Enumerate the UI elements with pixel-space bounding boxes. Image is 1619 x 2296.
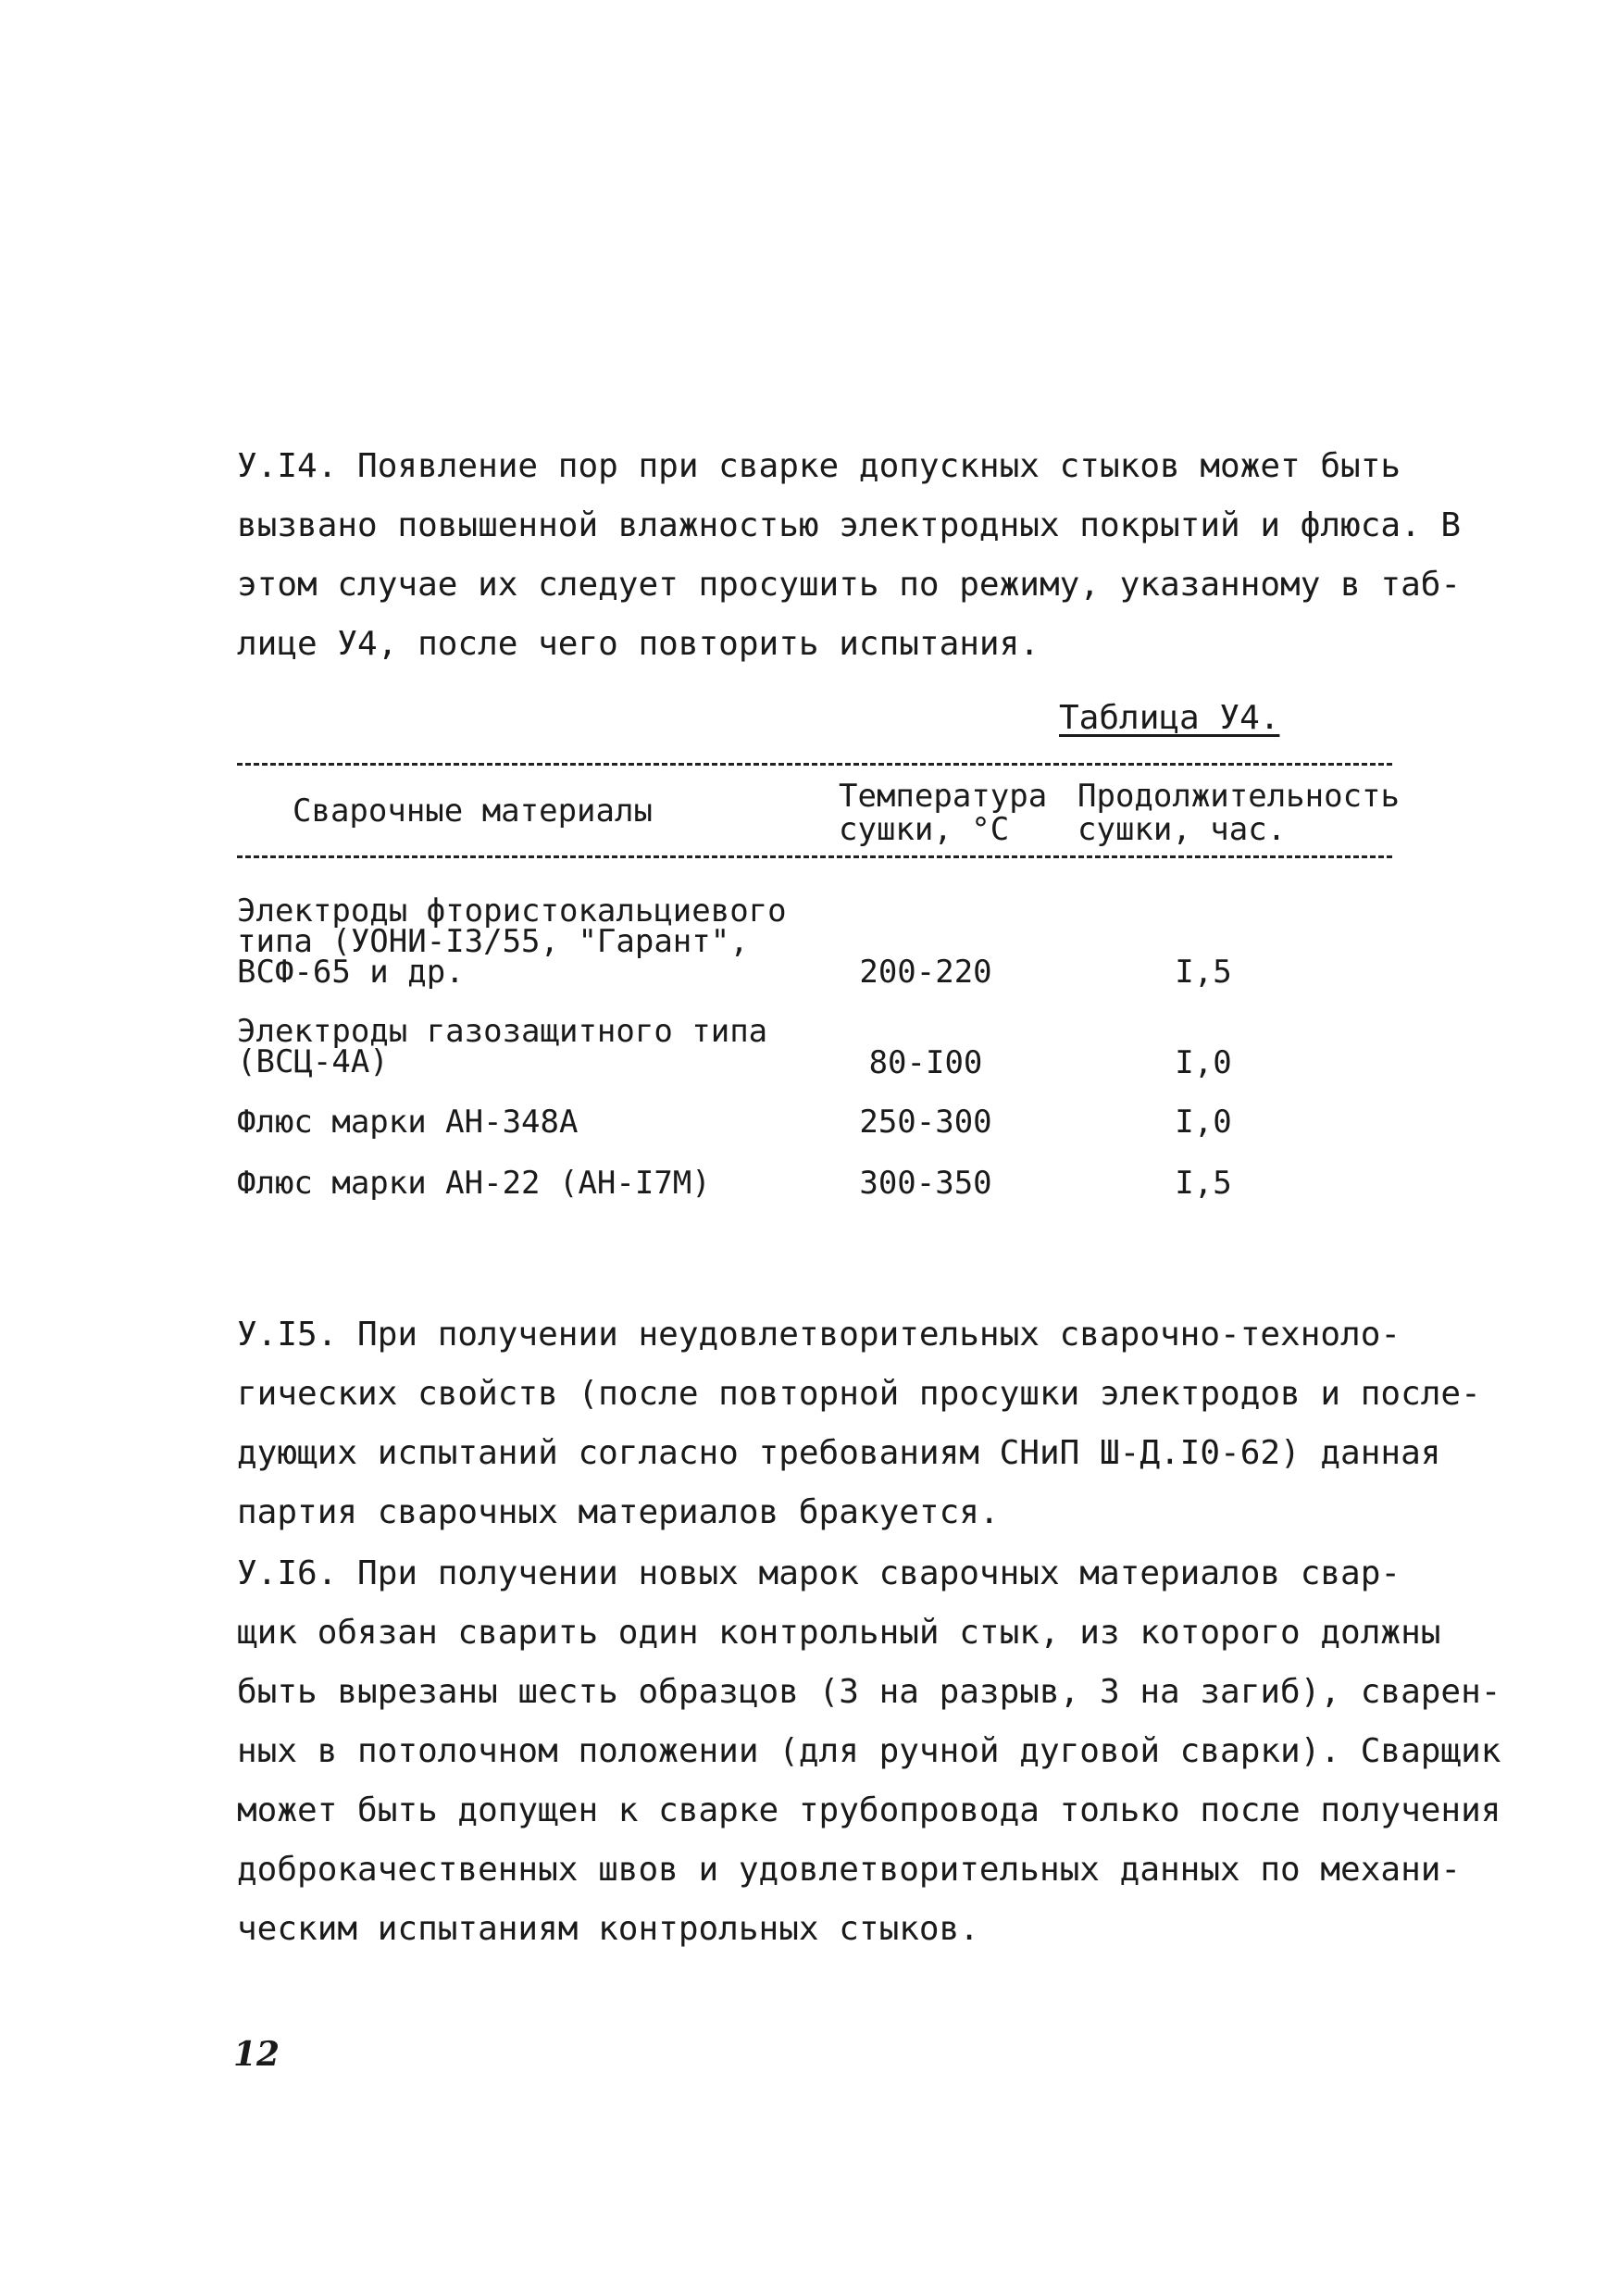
row-material: Электроды фтористокальциевого типа (УОНИ-I3/55, "Гарант", ВСФ-65 и др. bbox=[237, 892, 787, 991]
paragraph-y15: У.I5. При получении неудовлетворительных сварочно-техноло- гических свойств (после повторной просушки электродов и после- дующих испытаний согласно требованиям СНиП Ш-Д.I0-62) данная партия сварочных материалов бракуется. bbox=[237, 1316, 1481, 1531]
row-temperature: 80-I00 bbox=[868, 1044, 983, 1081]
row-temperature: 300-350 bbox=[859, 1165, 992, 1202]
paragraph-y16: У.I6. При получении новых марок сварочных материалов свар- щик обязан сварить один контрольный стык, из которого должны быть вырезаны шесть образцов (3 на разрыв, 3 на загиб), сварен- ных в потолочном положении (для ручной дуговой сварки). Сварщик может быть допущен к сварке трубопровода только после получения доброкачественных швов и удовлетворительных данных по механи- ческим испытаниям контрольных стыков. bbox=[237, 1554, 1501, 1948]
row-material: Флюс марки АН-22 (АН-I7М) bbox=[237, 1165, 711, 1202]
header-materials: Сварочные материалы bbox=[293, 792, 653, 830]
header-temperature: Температура сушки, °C bbox=[839, 778, 1048, 848]
row-duration: I,0 bbox=[1175, 1104, 1232, 1141]
paragraph-y14: У.I4. Появление пор при сварке допускных стыков может быть вызвано повышенной влажностью электродных покрытий и флюса. В этом случае их следует просушить по режиму, указанному в таб- лице У4, после чего повторить испытания. bbox=[237, 447, 1462, 663]
header-duration: Продолжительность сушки, час. bbox=[1077, 778, 1400, 848]
row-temperature: 250-300 bbox=[859, 1104, 992, 1141]
table-header-rule bbox=[237, 855, 1392, 858]
table-caption: Таблица У4. bbox=[1059, 699, 1280, 737]
row-duration: I,5 bbox=[1175, 954, 1232, 991]
row-material: Флюс марки АН-348А bbox=[237, 1104, 579, 1141]
page-number: 12 bbox=[233, 2035, 280, 2074]
row-duration: I,5 bbox=[1175, 1165, 1232, 1202]
row-duration: I,0 bbox=[1175, 1044, 1232, 1081]
row-temperature: 200-220 bbox=[859, 954, 992, 991]
row-material: Электроды газозащитного типа (ВСЦ-4А) bbox=[237, 1013, 768, 1080]
table-top-rule bbox=[237, 763, 1392, 766]
